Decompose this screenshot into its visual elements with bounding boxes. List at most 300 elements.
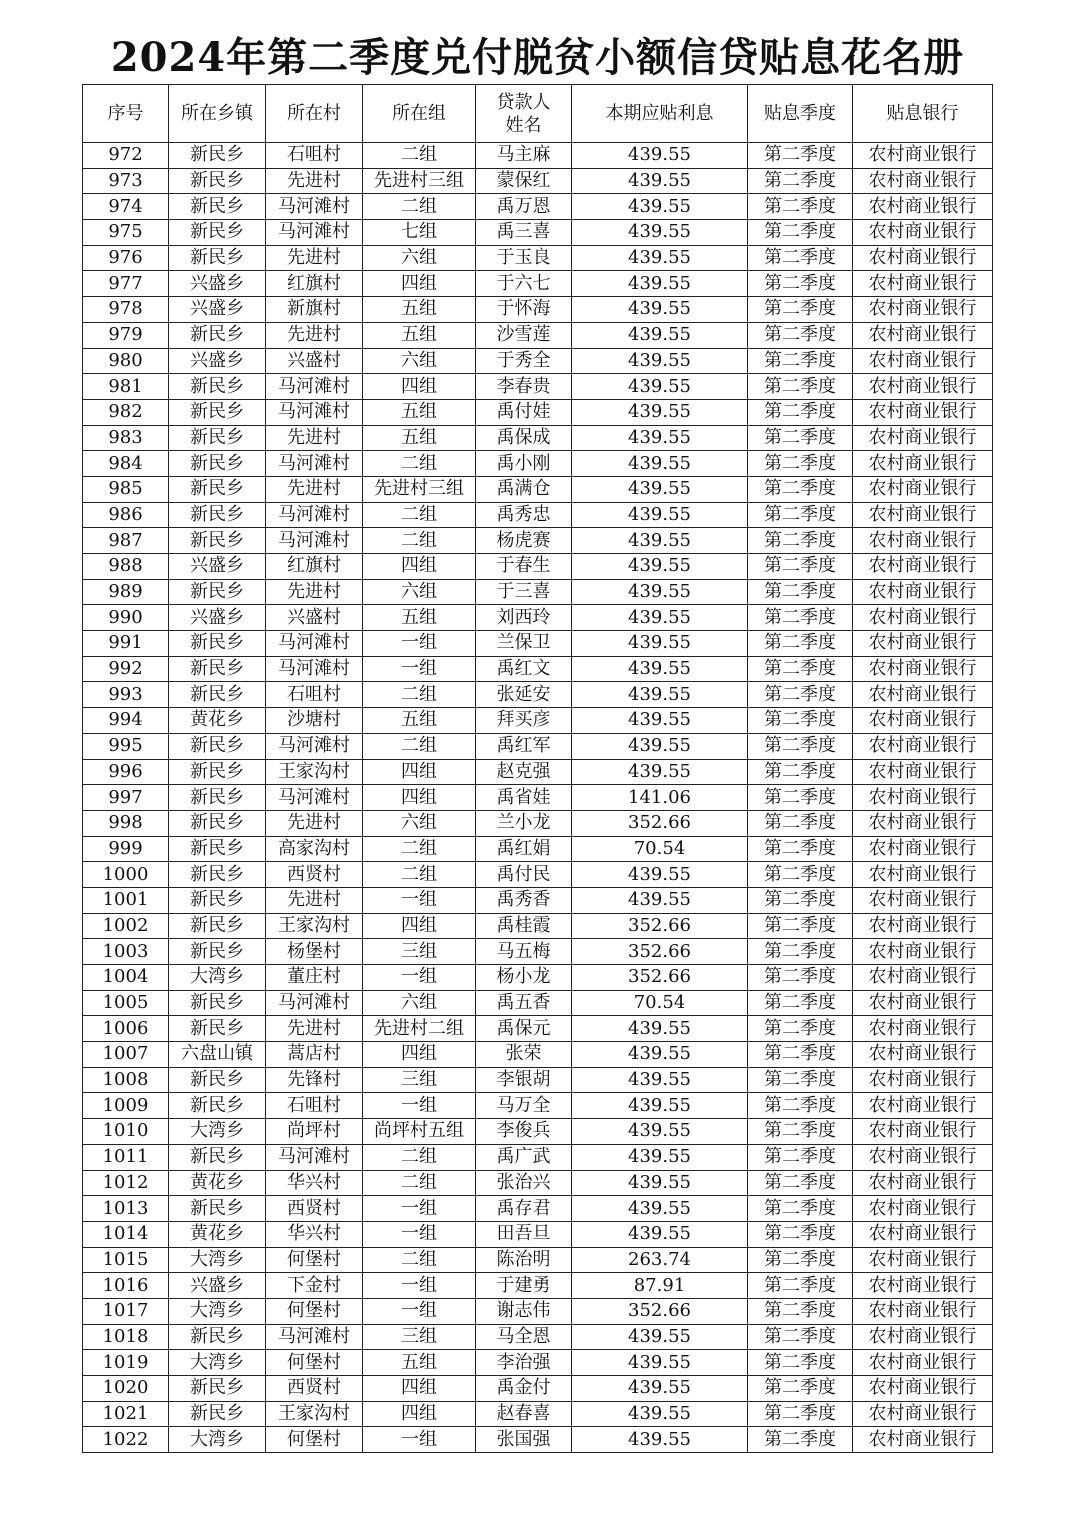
cell-index: 1002 bbox=[83, 913, 169, 939]
header-row bbox=[83, 85, 993, 143]
cell-borrower-name: 禹红文 bbox=[476, 656, 572, 682]
cell-quarter: 第二季度 bbox=[748, 1273, 853, 1299]
cell-group: 五组 bbox=[363, 605, 476, 631]
cell-interest: 439.55 bbox=[572, 502, 748, 528]
cell-group: 四组 bbox=[363, 913, 476, 939]
cell-index: 1013 bbox=[83, 1196, 169, 1222]
cell-index: 994 bbox=[83, 708, 169, 734]
cell-township: 大湾乡 bbox=[169, 1119, 266, 1145]
cell-bank: 农村商业银行 bbox=[853, 1427, 993, 1453]
cell-interest: 439.55 bbox=[572, 656, 748, 682]
cell-township: 大湾乡 bbox=[169, 1350, 266, 1376]
cell-quarter: 第二季度 bbox=[748, 990, 853, 1016]
cell-index: 1008 bbox=[83, 1067, 169, 1093]
cell-group: 五组 bbox=[363, 399, 476, 425]
cell-index: 990 bbox=[83, 605, 169, 631]
cell-index: 980 bbox=[83, 348, 169, 374]
cell-village: 马河滩村 bbox=[266, 451, 363, 477]
cell-village: 西贤村 bbox=[266, 1376, 363, 1402]
cell-borrower-name: 于六七 bbox=[476, 271, 572, 297]
cell-borrower-name: 禹小刚 bbox=[476, 451, 572, 477]
cell-village: 先进村 bbox=[266, 322, 363, 348]
table-row bbox=[83, 631, 993, 657]
table-row bbox=[83, 476, 993, 502]
table-row bbox=[83, 168, 993, 194]
cell-bank: 农村商业银行 bbox=[853, 297, 993, 323]
cell-village: 先进村 bbox=[266, 168, 363, 194]
cell-interest: 263.74 bbox=[572, 1247, 748, 1273]
cell-township: 新民乡 bbox=[169, 194, 266, 220]
table-row bbox=[83, 502, 993, 528]
cell-quarter: 第二季度 bbox=[748, 1298, 853, 1324]
cell-borrower-name: 于三喜 bbox=[476, 579, 572, 605]
header-interest: 本期应贴利息 bbox=[572, 85, 748, 143]
cell-quarter: 第二季度 bbox=[748, 502, 853, 528]
cell-borrower-name: 禹三喜 bbox=[476, 220, 572, 246]
cell-interest: 352.66 bbox=[572, 965, 748, 991]
cell-borrower-name: 谢志伟 bbox=[476, 1298, 572, 1324]
cell-interest: 439.55 bbox=[572, 220, 748, 246]
table-row bbox=[83, 374, 993, 400]
table-row bbox=[83, 1273, 993, 1299]
cell-quarter: 第二季度 bbox=[748, 733, 853, 759]
cell-index: 975 bbox=[83, 220, 169, 246]
table-row bbox=[83, 554, 993, 580]
cell-index: 993 bbox=[83, 682, 169, 708]
cell-bank: 农村商业银行 bbox=[853, 682, 993, 708]
table-row bbox=[83, 1350, 993, 1376]
cell-group: 四组 bbox=[363, 554, 476, 580]
cell-borrower-name: 禹秀香 bbox=[476, 887, 572, 913]
table-row bbox=[83, 143, 993, 169]
cell-index: 1006 bbox=[83, 1016, 169, 1042]
cell-quarter: 第二季度 bbox=[748, 862, 853, 888]
cell-village: 马河滩村 bbox=[266, 733, 363, 759]
cell-quarter: 第二季度 bbox=[748, 1196, 853, 1222]
cell-interest: 439.55 bbox=[572, 348, 748, 374]
cell-interest: 439.55 bbox=[572, 1376, 748, 1402]
cell-township: 黄花乡 bbox=[169, 1170, 266, 1196]
table-row bbox=[83, 220, 993, 246]
table-row bbox=[83, 1042, 993, 1068]
cell-quarter: 第二季度 bbox=[748, 297, 853, 323]
cell-index: 972 bbox=[83, 143, 169, 169]
cell-interest: 439.55 bbox=[572, 1324, 748, 1350]
cell-township: 大湾乡 bbox=[169, 1247, 266, 1273]
cell-quarter: 第二季度 bbox=[748, 579, 853, 605]
cell-village: 先进村 bbox=[266, 887, 363, 913]
cell-interest: 439.55 bbox=[572, 554, 748, 580]
cell-village: 尚坪村 bbox=[266, 1119, 363, 1145]
cell-borrower-name: 拜买彦 bbox=[476, 708, 572, 734]
table-row bbox=[83, 322, 993, 348]
header-group: 所在组 bbox=[363, 85, 476, 143]
table-row bbox=[83, 1401, 993, 1427]
cell-interest: 439.55 bbox=[572, 708, 748, 734]
cell-township: 兴盛乡 bbox=[169, 1273, 266, 1299]
table-row bbox=[83, 733, 993, 759]
cell-quarter: 第二季度 bbox=[748, 554, 853, 580]
table-row bbox=[83, 990, 993, 1016]
cell-interest: 439.55 bbox=[572, 759, 748, 785]
cell-bank: 农村商业银行 bbox=[853, 939, 993, 965]
cell-village: 西贤村 bbox=[266, 862, 363, 888]
table-row bbox=[83, 1144, 993, 1170]
cell-bank: 农村商业银行 bbox=[853, 605, 993, 631]
cell-village: 何堡村 bbox=[266, 1247, 363, 1273]
cell-borrower-name: 李治强 bbox=[476, 1350, 572, 1376]
cell-index: 992 bbox=[83, 656, 169, 682]
cell-group: 六组 bbox=[363, 348, 476, 374]
cell-quarter: 第二季度 bbox=[748, 1093, 853, 1119]
cell-village: 王家沟村 bbox=[266, 759, 363, 785]
cell-township: 新民乡 bbox=[169, 631, 266, 657]
cell-index: 1020 bbox=[83, 1376, 169, 1402]
cell-village: 华兴村 bbox=[266, 1221, 363, 1247]
cell-bank: 农村商业银行 bbox=[853, 862, 993, 888]
table-row bbox=[83, 579, 993, 605]
cell-group: 三组 bbox=[363, 939, 476, 965]
cell-group: 二组 bbox=[363, 451, 476, 477]
cell-quarter: 第二季度 bbox=[748, 322, 853, 348]
cell-quarter: 第二季度 bbox=[748, 1401, 853, 1427]
cell-interest: 439.55 bbox=[572, 1170, 748, 1196]
cell-index: 995 bbox=[83, 733, 169, 759]
cell-group: 五组 bbox=[363, 297, 476, 323]
cell-village: 何堡村 bbox=[266, 1350, 363, 1376]
header-borrower-name: 贷款人姓名 bbox=[476, 85, 572, 143]
cell-village: 马河滩村 bbox=[266, 374, 363, 400]
cell-village: 沙塘村 bbox=[266, 708, 363, 734]
cell-group: 四组 bbox=[363, 1376, 476, 1402]
cell-village: 先进村 bbox=[266, 245, 363, 271]
cell-group: 一组 bbox=[363, 1427, 476, 1453]
cell-index: 1009 bbox=[83, 1093, 169, 1119]
cell-index: 1011 bbox=[83, 1144, 169, 1170]
cell-village: 先进村 bbox=[266, 425, 363, 451]
cell-bank: 农村商业银行 bbox=[853, 554, 993, 580]
table-row bbox=[83, 1196, 993, 1222]
cell-village: 马河滩村 bbox=[266, 631, 363, 657]
cell-township: 新民乡 bbox=[169, 990, 266, 1016]
cell-bank: 农村商业银行 bbox=[853, 1067, 993, 1093]
cell-village: 新旗村 bbox=[266, 297, 363, 323]
cell-township: 新民乡 bbox=[169, 451, 266, 477]
cell-interest: 439.55 bbox=[572, 451, 748, 477]
cell-quarter: 第二季度 bbox=[748, 425, 853, 451]
cell-index: 983 bbox=[83, 425, 169, 451]
cell-group: 一组 bbox=[363, 965, 476, 991]
cell-group: 五组 bbox=[363, 1350, 476, 1376]
cell-township: 新民乡 bbox=[169, 1376, 266, 1402]
cell-index: 997 bbox=[83, 785, 169, 811]
cell-quarter: 第二季度 bbox=[748, 1067, 853, 1093]
cell-index: 974 bbox=[83, 194, 169, 220]
cell-township: 新民乡 bbox=[169, 862, 266, 888]
cell-group: 六组 bbox=[363, 810, 476, 836]
cell-group: 四组 bbox=[363, 785, 476, 811]
cell-index: 1016 bbox=[83, 1273, 169, 1299]
cell-interest: 439.55 bbox=[572, 631, 748, 657]
cell-index: 1010 bbox=[83, 1119, 169, 1145]
cell-index: 1019 bbox=[83, 1350, 169, 1376]
cell-township: 新民乡 bbox=[169, 1067, 266, 1093]
cell-quarter: 第二季度 bbox=[748, 1324, 853, 1350]
cell-bank: 农村商业银行 bbox=[853, 785, 993, 811]
cell-borrower-name: 兰小龙 bbox=[476, 810, 572, 836]
cell-quarter: 第二季度 bbox=[748, 1221, 853, 1247]
cell-interest: 439.55 bbox=[572, 1401, 748, 1427]
cell-township: 兴盛乡 bbox=[169, 348, 266, 374]
cell-quarter: 第二季度 bbox=[748, 836, 853, 862]
cell-interest: 439.55 bbox=[572, 887, 748, 913]
cell-borrower-name: 张国强 bbox=[476, 1427, 572, 1453]
cell-bank: 农村商业银行 bbox=[853, 168, 993, 194]
cell-index: 991 bbox=[83, 631, 169, 657]
cell-bank: 农村商业银行 bbox=[853, 1376, 993, 1402]
cell-borrower-name: 刘西玲 bbox=[476, 605, 572, 631]
cell-group: 一组 bbox=[363, 631, 476, 657]
cell-village: 先进村 bbox=[266, 1016, 363, 1042]
cell-interest: 439.55 bbox=[572, 1221, 748, 1247]
cell-group: 二组 bbox=[363, 836, 476, 862]
table-row bbox=[83, 1067, 993, 1093]
cell-index: 1018 bbox=[83, 1324, 169, 1350]
cell-bank: 农村商业银行 bbox=[853, 990, 993, 1016]
cell-borrower-name: 田吾旦 bbox=[476, 1221, 572, 1247]
cell-bank: 农村商业银行 bbox=[853, 220, 993, 246]
table-row bbox=[83, 965, 993, 991]
cell-village: 红旗村 bbox=[266, 554, 363, 580]
cell-village: 下金村 bbox=[266, 1273, 363, 1299]
cell-borrower-name: 禹五香 bbox=[476, 990, 572, 1016]
cell-borrower-name: 李春贵 bbox=[476, 374, 572, 400]
cell-township: 新民乡 bbox=[169, 887, 266, 913]
cell-quarter: 第二季度 bbox=[748, 631, 853, 657]
cell-group: 六组 bbox=[363, 579, 476, 605]
cell-index: 1005 bbox=[83, 990, 169, 1016]
cell-interest: 439.55 bbox=[572, 1119, 748, 1145]
table-row bbox=[83, 1427, 993, 1453]
cell-bank: 农村商业银行 bbox=[853, 836, 993, 862]
cell-bank: 农村商业银行 bbox=[853, 374, 993, 400]
cell-township: 新民乡 bbox=[169, 528, 266, 554]
table-row bbox=[83, 1298, 993, 1324]
cell-borrower-name: 禹万恩 bbox=[476, 194, 572, 220]
cell-borrower-name: 禹红军 bbox=[476, 733, 572, 759]
cell-interest: 70.54 bbox=[572, 990, 748, 1016]
cell-interest: 352.66 bbox=[572, 913, 748, 939]
cell-quarter: 第二季度 bbox=[748, 399, 853, 425]
cell-village: 先锋村 bbox=[266, 1067, 363, 1093]
cell-group: 二组 bbox=[363, 1170, 476, 1196]
cell-quarter: 第二季度 bbox=[748, 1247, 853, 1273]
cell-bank: 农村商业银行 bbox=[853, 425, 993, 451]
cell-bank: 农村商业银行 bbox=[853, 502, 993, 528]
cell-borrower-name: 禹金付 bbox=[476, 1376, 572, 1402]
cell-township: 新民乡 bbox=[169, 579, 266, 605]
table-row bbox=[83, 399, 993, 425]
cell-township: 兴盛乡 bbox=[169, 605, 266, 631]
cell-group: 一组 bbox=[363, 1196, 476, 1222]
cell-index: 981 bbox=[83, 374, 169, 400]
cell-quarter: 第二季度 bbox=[748, 759, 853, 785]
cell-group: 四组 bbox=[363, 759, 476, 785]
cell-index: 998 bbox=[83, 810, 169, 836]
cell-quarter: 第二季度 bbox=[748, 1119, 853, 1145]
cell-quarter: 第二季度 bbox=[748, 1427, 853, 1453]
table-row bbox=[83, 425, 993, 451]
cell-township: 新民乡 bbox=[169, 399, 266, 425]
table-row bbox=[83, 1376, 993, 1402]
cell-group: 先进村三组 bbox=[363, 476, 476, 502]
cell-quarter: 第二季度 bbox=[748, 194, 853, 220]
table-row bbox=[83, 1221, 993, 1247]
cell-quarter: 第二季度 bbox=[748, 708, 853, 734]
cell-index: 1004 bbox=[83, 965, 169, 991]
cell-index: 984 bbox=[83, 451, 169, 477]
cell-index: 1022 bbox=[83, 1427, 169, 1453]
cell-index: 977 bbox=[83, 271, 169, 297]
cell-quarter: 第二季度 bbox=[748, 245, 853, 271]
cell-quarter: 第二季度 bbox=[748, 168, 853, 194]
cell-village: 马河滩村 bbox=[266, 502, 363, 528]
cell-village: 马河滩村 bbox=[266, 656, 363, 682]
cell-group: 一组 bbox=[363, 1298, 476, 1324]
header-township: 所在乡镇 bbox=[169, 85, 266, 143]
cell-group: 四组 bbox=[363, 271, 476, 297]
cell-interest: 70.54 bbox=[572, 836, 748, 862]
table-row bbox=[83, 682, 993, 708]
cell-bank: 农村商业银行 bbox=[853, 810, 993, 836]
table-row bbox=[83, 913, 993, 939]
cell-quarter: 第二季度 bbox=[748, 887, 853, 913]
cell-township: 新民乡 bbox=[169, 836, 266, 862]
cell-township: 新民乡 bbox=[169, 502, 266, 528]
cell-quarter: 第二季度 bbox=[748, 1042, 853, 1068]
cell-township: 黄花乡 bbox=[169, 708, 266, 734]
cell-bank: 农村商业银行 bbox=[853, 733, 993, 759]
cell-bank: 农村商业银行 bbox=[853, 348, 993, 374]
cell-township: 新民乡 bbox=[169, 1196, 266, 1222]
cell-village: 马河滩村 bbox=[266, 1144, 363, 1170]
cell-borrower-name: 赵春喜 bbox=[476, 1401, 572, 1427]
cell-index: 999 bbox=[83, 836, 169, 862]
cell-village: 马河滩村 bbox=[266, 194, 363, 220]
cell-interest: 439.55 bbox=[572, 682, 748, 708]
cell-bank: 农村商业银行 bbox=[853, 322, 993, 348]
cell-township: 新民乡 bbox=[169, 759, 266, 785]
cell-village: 杨堡村 bbox=[266, 939, 363, 965]
cell-bank: 农村商业银行 bbox=[853, 1196, 993, 1222]
cell-township: 大湾乡 bbox=[169, 1298, 266, 1324]
cell-interest: 439.55 bbox=[572, 1427, 748, 1453]
cell-interest: 439.55 bbox=[572, 1067, 748, 1093]
header-quarter: 贴息季度 bbox=[748, 85, 853, 143]
cell-township: 新民乡 bbox=[169, 913, 266, 939]
document-title: 2024年第二季度兑付脱贫小额信贷贴息花名册 bbox=[110, 34, 965, 81]
cell-group: 二组 bbox=[363, 682, 476, 708]
cell-borrower-name: 兰保卫 bbox=[476, 631, 572, 657]
cell-bank: 农村商业银行 bbox=[853, 913, 993, 939]
cell-interest: 439.55 bbox=[572, 245, 748, 271]
cell-index: 978 bbox=[83, 297, 169, 323]
cell-borrower-name: 马五梅 bbox=[476, 939, 572, 965]
cell-village: 石咀村 bbox=[266, 682, 363, 708]
cell-interest: 439.55 bbox=[572, 194, 748, 220]
cell-borrower-name: 沙雪莲 bbox=[476, 322, 572, 348]
cell-quarter: 第二季度 bbox=[748, 1144, 853, 1170]
cell-bank: 农村商业银行 bbox=[853, 271, 993, 297]
cell-borrower-name: 张延安 bbox=[476, 682, 572, 708]
cell-village: 兴盛村 bbox=[266, 605, 363, 631]
table-row bbox=[83, 1170, 993, 1196]
cell-bank: 农村商业银行 bbox=[853, 1016, 993, 1042]
cell-interest: 439.55 bbox=[572, 579, 748, 605]
table-row bbox=[83, 862, 993, 888]
cell-borrower-name: 禹桂霞 bbox=[476, 913, 572, 939]
cell-quarter: 第二季度 bbox=[748, 220, 853, 246]
cell-quarter: 第二季度 bbox=[748, 1016, 853, 1042]
cell-interest: 352.66 bbox=[572, 810, 748, 836]
table-row bbox=[83, 1324, 993, 1350]
cell-group: 四组 bbox=[363, 1401, 476, 1427]
table-row bbox=[83, 939, 993, 965]
cell-village: 何堡村 bbox=[266, 1427, 363, 1453]
header-index: 序号 bbox=[83, 85, 169, 143]
cell-township: 新民乡 bbox=[169, 374, 266, 400]
cell-interest: 439.55 bbox=[572, 528, 748, 554]
cell-bank: 农村商业银行 bbox=[853, 1247, 993, 1273]
cell-borrower-name: 于春生 bbox=[476, 554, 572, 580]
cell-interest: 439.55 bbox=[572, 476, 748, 502]
cell-interest: 352.66 bbox=[572, 1298, 748, 1324]
cell-quarter: 第二季度 bbox=[748, 451, 853, 477]
cell-interest: 439.55 bbox=[572, 297, 748, 323]
cell-quarter: 第二季度 bbox=[748, 682, 853, 708]
cell-group: 二组 bbox=[363, 502, 476, 528]
cell-group: 三组 bbox=[363, 1324, 476, 1350]
header-bank: 贴息银行 bbox=[853, 85, 993, 143]
table-row bbox=[83, 528, 993, 554]
cell-group: 六组 bbox=[363, 990, 476, 1016]
cell-interest: 439.55 bbox=[572, 1196, 748, 1222]
cell-village: 马河滩村 bbox=[266, 990, 363, 1016]
cell-group: 先进村二组 bbox=[363, 1016, 476, 1042]
cell-index: 1003 bbox=[83, 939, 169, 965]
table-row bbox=[83, 451, 993, 477]
cell-index: 985 bbox=[83, 476, 169, 502]
cell-borrower-name: 马主麻 bbox=[476, 143, 572, 169]
cell-bank: 农村商业银行 bbox=[853, 1119, 993, 1145]
cell-interest: 439.55 bbox=[572, 1350, 748, 1376]
cell-township: 新民乡 bbox=[169, 220, 266, 246]
cell-village: 王家沟村 bbox=[266, 1401, 363, 1427]
cell-village: 先进村 bbox=[266, 810, 363, 836]
cell-borrower-name: 禹省娃 bbox=[476, 785, 572, 811]
cell-index: 1017 bbox=[83, 1298, 169, 1324]
cell-bank: 农村商业银行 bbox=[853, 1273, 993, 1299]
cell-quarter: 第二季度 bbox=[748, 939, 853, 965]
cell-borrower-name: 禹付娃 bbox=[476, 399, 572, 425]
cell-township: 新民乡 bbox=[169, 1144, 266, 1170]
cell-township: 兴盛乡 bbox=[169, 554, 266, 580]
subsidy-roster-table bbox=[82, 84, 993, 1453]
cell-interest: 439.55 bbox=[572, 1093, 748, 1119]
cell-borrower-name: 于建勇 bbox=[476, 1273, 572, 1299]
cell-borrower-name: 陈治明 bbox=[476, 1247, 572, 1273]
cell-borrower-name: 于玉良 bbox=[476, 245, 572, 271]
